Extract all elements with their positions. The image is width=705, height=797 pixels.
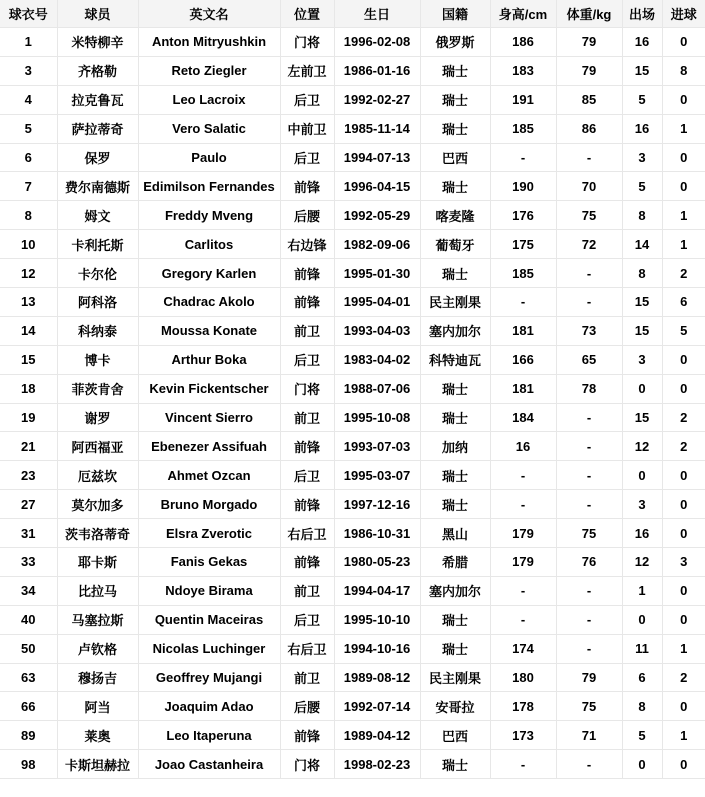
- cell-player-name-cn: 卡利托斯: [57, 230, 138, 259]
- cell-goals: 0: [662, 172, 705, 201]
- cell-weight: -: [556, 576, 622, 605]
- cell-birthday: 1993-07-03: [334, 432, 420, 461]
- cell-player-name-en: Bruno Morgado: [138, 490, 280, 519]
- cell-goals: 6: [662, 288, 705, 317]
- cell-position: 前卫: [280, 316, 334, 345]
- cell-height: -: [490, 605, 556, 634]
- cell-jersey-number: 34: [0, 576, 57, 605]
- cell-birthday: 1996-04-15: [334, 172, 420, 201]
- cell-player-name-en: Chadrac Akolo: [138, 288, 280, 317]
- cell-player-name-en: Reto Ziegler: [138, 56, 280, 85]
- cell-position: 中前卫: [280, 114, 334, 143]
- cell-nationality: 瑞士: [420, 259, 490, 288]
- cell-player-name-cn: 莱奥: [57, 721, 138, 750]
- table-row: [0, 172, 705, 201]
- cell-appearances: 3: [622, 345, 662, 374]
- cell-nationality: 瑞士: [420, 750, 490, 779]
- table-row: [0, 490, 705, 519]
- column-header-player-name-en: 英文名: [138, 0, 280, 28]
- cell-goals: 0: [662, 374, 705, 403]
- cell-weight: 70: [556, 172, 622, 201]
- cell-player-name-cn: 比拉马: [57, 576, 138, 605]
- cell-height: 190: [490, 172, 556, 201]
- cell-appearances: 0: [622, 605, 662, 634]
- cell-player-name-cn: 莫尔加多: [57, 490, 138, 519]
- cell-weight: 85: [556, 85, 622, 114]
- cell-nationality: 塞内加尔: [420, 576, 490, 605]
- cell-birthday: 1992-05-29: [334, 201, 420, 230]
- cell-jersey-number: 63: [0, 663, 57, 692]
- cell-player-name-en: Joao Castanheira: [138, 750, 280, 779]
- cell-player-name-cn: 茨韦洛蒂奇: [57, 519, 138, 548]
- cell-player-name-cn: 耶卡斯: [57, 548, 138, 577]
- cell-birthday: 1988-07-06: [334, 374, 420, 403]
- cell-appearances: 15: [622, 56, 662, 85]
- cell-nationality: 瑞士: [420, 56, 490, 85]
- table-row: [0, 576, 705, 605]
- cell-player-name-cn: 阿西福亚: [57, 432, 138, 461]
- cell-position: 右后卫: [280, 519, 334, 548]
- cell-player-name-cn: 科纳泰: [57, 316, 138, 345]
- cell-jersey-number: 3: [0, 56, 57, 85]
- table-row: [0, 605, 705, 634]
- cell-birthday: 1980-05-23: [334, 548, 420, 577]
- table-row: [0, 692, 705, 721]
- cell-player-name-cn: 阿科洛: [57, 288, 138, 317]
- cell-jersey-number: 13: [0, 288, 57, 317]
- table-row: [0, 201, 705, 230]
- cell-position: 前卫: [280, 403, 334, 432]
- cell-position: 右边锋: [280, 230, 334, 259]
- cell-weight: -: [556, 750, 622, 779]
- cell-birthday: 1992-02-27: [334, 85, 420, 114]
- cell-nationality: 瑞士: [420, 461, 490, 490]
- cell-player-name-cn: 卢钦格: [57, 634, 138, 663]
- column-header-position: 位置: [280, 0, 334, 28]
- cell-height: -: [490, 576, 556, 605]
- cell-player-name-cn: 博卡: [57, 345, 138, 374]
- cell-goals: 0: [662, 750, 705, 779]
- cell-height: 191: [490, 85, 556, 114]
- cell-height: 181: [490, 316, 556, 345]
- table-row: [0, 519, 705, 548]
- cell-weight: 75: [556, 201, 622, 230]
- cell-goals: 2: [662, 432, 705, 461]
- cell-birthday: 1995-03-07: [334, 461, 420, 490]
- cell-position: 前卫: [280, 663, 334, 692]
- cell-nationality: 瑞士: [420, 172, 490, 201]
- table-row: [0, 259, 705, 288]
- cell-player-name-cn: 卡斯坦赫拉: [57, 750, 138, 779]
- cell-nationality: 加纳: [420, 432, 490, 461]
- cell-weight: 75: [556, 692, 622, 721]
- cell-player-name-en: Joaquim Adao: [138, 692, 280, 721]
- cell-position: 后腰: [280, 201, 334, 230]
- table-row: [0, 143, 705, 172]
- cell-position: 后卫: [280, 143, 334, 172]
- cell-player-name-en: Ndoye Birama: [138, 576, 280, 605]
- cell-height: 181: [490, 374, 556, 403]
- cell-birthday: 1986-10-31: [334, 519, 420, 548]
- cell-player-name-en: Elsra Zverotic: [138, 519, 280, 548]
- cell-height: -: [490, 288, 556, 317]
- cell-position: 前锋: [280, 432, 334, 461]
- cell-weight: -: [556, 143, 622, 172]
- cell-appearances: 8: [622, 692, 662, 721]
- table-row: [0, 316, 705, 345]
- cell-goals: 0: [662, 28, 705, 57]
- cell-player-name-cn: 穆扬吉: [57, 663, 138, 692]
- cell-player-name-en: Fanis Gekas: [138, 548, 280, 577]
- table-row: [0, 28, 705, 57]
- cell-birthday: 1995-04-01: [334, 288, 420, 317]
- cell-nationality: 希腊: [420, 548, 490, 577]
- cell-appearances: 3: [622, 490, 662, 519]
- cell-player-name-en: Gregory Karlen: [138, 259, 280, 288]
- cell-appearances: 15: [622, 403, 662, 432]
- cell-goals: 1: [662, 230, 705, 259]
- cell-nationality: 俄罗斯: [420, 28, 490, 57]
- cell-appearances: 12: [622, 548, 662, 577]
- cell-birthday: 1994-07-13: [334, 143, 420, 172]
- cell-nationality: 瑞士: [420, 374, 490, 403]
- cell-nationality: 塞内加尔: [420, 316, 490, 345]
- cell-player-name-en: Leo Lacroix: [138, 85, 280, 114]
- cell-player-name-en: Ahmet Ozcan: [138, 461, 280, 490]
- table-row: [0, 721, 705, 750]
- cell-goals: 0: [662, 345, 705, 374]
- cell-nationality: 瑞士: [420, 403, 490, 432]
- cell-weight: -: [556, 403, 622, 432]
- cell-player-name-cn: 拉克鲁瓦: [57, 85, 138, 114]
- cell-nationality: 民主刚果: [420, 288, 490, 317]
- cell-goals: 8: [662, 56, 705, 85]
- cell-weight: -: [556, 605, 622, 634]
- cell-birthday: 1997-12-16: [334, 490, 420, 519]
- cell-player-name-en: Geoffrey Mujangi: [138, 663, 280, 692]
- cell-jersey-number: 27: [0, 490, 57, 519]
- cell-position: 后卫: [280, 605, 334, 634]
- cell-weight: -: [556, 288, 622, 317]
- cell-weight: -: [556, 461, 622, 490]
- cell-nationality: 民主刚果: [420, 663, 490, 692]
- cell-height: -: [490, 490, 556, 519]
- cell-nationality: 瑞士: [420, 490, 490, 519]
- cell-jersey-number: 50: [0, 634, 57, 663]
- cell-appearances: 0: [622, 374, 662, 403]
- cell-weight: 71: [556, 721, 622, 750]
- cell-height: 173: [490, 721, 556, 750]
- cell-birthday: 1985-11-14: [334, 114, 420, 143]
- cell-nationality: 瑞士: [420, 634, 490, 663]
- cell-nationality: 黑山: [420, 519, 490, 548]
- column-header-jersey-number: 球衣号: [0, 0, 57, 28]
- cell-height: 185: [490, 114, 556, 143]
- table-row: [0, 288, 705, 317]
- cell-jersey-number: 18: [0, 374, 57, 403]
- cell-height: 179: [490, 519, 556, 548]
- cell-player-name-cn: 齐格勒: [57, 56, 138, 85]
- cell-appearances: 5: [622, 721, 662, 750]
- cell-position: 后卫: [280, 461, 334, 490]
- cell-height: 180: [490, 663, 556, 692]
- cell-birthday: 1995-01-30: [334, 259, 420, 288]
- cell-height: 179: [490, 548, 556, 577]
- cell-jersey-number: 21: [0, 432, 57, 461]
- cell-jersey-number: 23: [0, 461, 57, 490]
- cell-position: 左前卫: [280, 56, 334, 85]
- cell-player-name-en: Vincent Sierro: [138, 403, 280, 432]
- table-row: [0, 345, 705, 374]
- cell-birthday: 1983-04-02: [334, 345, 420, 374]
- cell-player-name-cn: 阿当: [57, 692, 138, 721]
- cell-appearances: 8: [622, 259, 662, 288]
- cell-height: 16: [490, 432, 556, 461]
- cell-nationality: 巴西: [420, 143, 490, 172]
- column-header-nationality: 国籍: [420, 0, 490, 28]
- column-header-goals: 进球: [662, 0, 705, 28]
- cell-goals: 1: [662, 201, 705, 230]
- cell-birthday: 1986-01-16: [334, 56, 420, 85]
- cell-appearances: 0: [622, 750, 662, 779]
- column-header-height: 身高/cm: [490, 0, 556, 28]
- cell-birthday: 1995-10-10: [334, 605, 420, 634]
- cell-jersey-number: 7: [0, 172, 57, 201]
- cell-goals: 2: [662, 403, 705, 432]
- table-row: [0, 403, 705, 432]
- column-header-player-name-cn: 球员: [57, 0, 138, 28]
- cell-jersey-number: 8: [0, 201, 57, 230]
- cell-position: 前锋: [280, 490, 334, 519]
- cell-weight: 76: [556, 548, 622, 577]
- table-row: [0, 634, 705, 663]
- cell-position: 前卫: [280, 576, 334, 605]
- cell-appearances: 15: [622, 288, 662, 317]
- cell-appearances: 6: [622, 663, 662, 692]
- cell-jersey-number: 1: [0, 28, 57, 57]
- cell-height: -: [490, 461, 556, 490]
- cell-jersey-number: 4: [0, 85, 57, 114]
- cell-birthday: 1989-04-12: [334, 721, 420, 750]
- cell-height: 186: [490, 28, 556, 57]
- cell-weight: 86: [556, 114, 622, 143]
- cell-weight: 65: [556, 345, 622, 374]
- cell-nationality: 瑞士: [420, 605, 490, 634]
- cell-player-name-cn: 马塞拉斯: [57, 605, 138, 634]
- cell-birthday: 1996-02-08: [334, 28, 420, 57]
- cell-position: 前锋: [280, 548, 334, 577]
- cell-height: 185: [490, 259, 556, 288]
- cell-weight: 72: [556, 230, 622, 259]
- cell-birthday: 1994-10-16: [334, 634, 420, 663]
- cell-weight: 79: [556, 663, 622, 692]
- cell-goals: 5: [662, 316, 705, 345]
- cell-goals: 0: [662, 143, 705, 172]
- cell-position: 前锋: [280, 721, 334, 750]
- cell-jersey-number: 33: [0, 548, 57, 577]
- cell-player-name-en: Paulo: [138, 143, 280, 172]
- cell-player-name-en: Freddy Mveng: [138, 201, 280, 230]
- cell-player-name-en: Kevin Fickentscher: [138, 374, 280, 403]
- cell-player-name-cn: 费尔南德斯: [57, 172, 138, 201]
- cell-appearances: 8: [622, 201, 662, 230]
- cell-goals: 0: [662, 605, 705, 634]
- cell-weight: 79: [556, 56, 622, 85]
- cell-appearances: 1: [622, 576, 662, 605]
- table-row: [0, 374, 705, 403]
- cell-appearances: 5: [622, 172, 662, 201]
- cell-position: 前锋: [280, 288, 334, 317]
- cell-player-name-cn: 菲茨肯舍: [57, 374, 138, 403]
- cell-player-name-en: Arthur Boka: [138, 345, 280, 374]
- cell-position: 前锋: [280, 172, 334, 201]
- cell-player-name-en: Leo Itaperuna: [138, 721, 280, 750]
- cell-birthday: 1998-02-23: [334, 750, 420, 779]
- cell-position: 后腰: [280, 692, 334, 721]
- cell-goals: 2: [662, 259, 705, 288]
- cell-height: -: [490, 143, 556, 172]
- cell-height: 175: [490, 230, 556, 259]
- cell-player-name-en: Nicolas Luchinger: [138, 634, 280, 663]
- column-header-weight: 体重/kg: [556, 0, 622, 28]
- cell-jersey-number: 66: [0, 692, 57, 721]
- cell-player-name-en: Quentin Maceiras: [138, 605, 280, 634]
- cell-appearances: 16: [622, 519, 662, 548]
- cell-position: 前锋: [280, 259, 334, 288]
- cell-jersey-number: 10: [0, 230, 57, 259]
- cell-appearances: 5: [622, 85, 662, 114]
- cell-player-name-cn: 卡尔伦: [57, 259, 138, 288]
- table-row: [0, 461, 705, 490]
- cell-jersey-number: 31: [0, 519, 57, 548]
- cell-position: 门将: [280, 750, 334, 779]
- cell-position: 后卫: [280, 345, 334, 374]
- table-row: [0, 56, 705, 85]
- cell-goals: 2: [662, 663, 705, 692]
- cell-weight: 79: [556, 28, 622, 57]
- cell-jersey-number: 14: [0, 316, 57, 345]
- cell-height: 176: [490, 201, 556, 230]
- cell-weight: -: [556, 490, 622, 519]
- cell-weight: -: [556, 259, 622, 288]
- cell-player-name-cn: 厄兹坎: [57, 461, 138, 490]
- cell-player-name-en: Edimilson Fernandes: [138, 172, 280, 201]
- cell-height: 178: [490, 692, 556, 721]
- table-row: [0, 432, 705, 461]
- cell-jersey-number: 19: [0, 403, 57, 432]
- cell-appearances: 0: [622, 461, 662, 490]
- cell-goals: 0: [662, 461, 705, 490]
- cell-position: 右后卫: [280, 634, 334, 663]
- cell-position: 后卫: [280, 85, 334, 114]
- cell-height: 166: [490, 345, 556, 374]
- cell-player-name-en: Carlitos: [138, 230, 280, 259]
- cell-appearances: 15: [622, 316, 662, 345]
- cell-weight: 78: [556, 374, 622, 403]
- cell-goals: 3: [662, 548, 705, 577]
- player-table-body: [0, 28, 705, 779]
- cell-weight: 75: [556, 519, 622, 548]
- cell-nationality: 科特迪瓦: [420, 345, 490, 374]
- cell-player-name-cn: 米特柳辛: [57, 28, 138, 57]
- cell-appearances: 16: [622, 28, 662, 57]
- cell-player-name-cn: 谢罗: [57, 403, 138, 432]
- cell-player-name-cn: 姆文: [57, 201, 138, 230]
- cell-player-name-cn: 萨拉蒂奇: [57, 114, 138, 143]
- cell-goals: 0: [662, 692, 705, 721]
- cell-jersey-number: 98: [0, 750, 57, 779]
- cell-birthday: 1992-07-14: [334, 692, 420, 721]
- cell-appearances: 12: [622, 432, 662, 461]
- cell-height: 184: [490, 403, 556, 432]
- cell-goals: 1: [662, 721, 705, 750]
- cell-position: 门将: [280, 374, 334, 403]
- cell-goals: 0: [662, 576, 705, 605]
- cell-jersey-number: 40: [0, 605, 57, 634]
- cell-height: -: [490, 750, 556, 779]
- cell-birthday: 1989-08-12: [334, 663, 420, 692]
- table-row: [0, 114, 705, 143]
- cell-weight: -: [556, 432, 622, 461]
- cell-jersey-number: 89: [0, 721, 57, 750]
- cell-nationality: 瑞士: [420, 85, 490, 114]
- cell-player-name-en: Anton Mitryushkin: [138, 28, 280, 57]
- cell-weight: -: [556, 634, 622, 663]
- table-row: [0, 85, 705, 114]
- cell-jersey-number: 6: [0, 143, 57, 172]
- table-header-row: [0, 0, 705, 28]
- cell-goals: 0: [662, 490, 705, 519]
- cell-jersey-number: 15: [0, 345, 57, 374]
- cell-player-name-en: Moussa Konate: [138, 316, 280, 345]
- cell-goals: 1: [662, 634, 705, 663]
- cell-weight: 73: [556, 316, 622, 345]
- column-header-birthday: 生日: [334, 0, 420, 28]
- cell-jersey-number: 12: [0, 259, 57, 288]
- cell-appearances: 16: [622, 114, 662, 143]
- cell-height: 174: [490, 634, 556, 663]
- cell-jersey-number: 5: [0, 114, 57, 143]
- table-row: [0, 548, 705, 577]
- cell-nationality: 喀麦隆: [420, 201, 490, 230]
- cell-appearances: 11: [622, 634, 662, 663]
- table-row: [0, 663, 705, 692]
- cell-birthday: 1994-04-17: [334, 576, 420, 605]
- table-row: [0, 750, 705, 779]
- table-row: [0, 230, 705, 259]
- cell-nationality: 巴西: [420, 721, 490, 750]
- cell-goals: 1: [662, 114, 705, 143]
- cell-position: 门将: [280, 28, 334, 57]
- cell-goals: 0: [662, 85, 705, 114]
- cell-height: 183: [490, 56, 556, 85]
- column-header-appearances: 出场: [622, 0, 662, 28]
- cell-appearances: 3: [622, 143, 662, 172]
- cell-birthday: 1982-09-06: [334, 230, 420, 259]
- cell-nationality: 葡萄牙: [420, 230, 490, 259]
- cell-player-name-en: Ebenezer Assifuah: [138, 432, 280, 461]
- cell-nationality: 瑞士: [420, 114, 490, 143]
- cell-goals: 0: [662, 519, 705, 548]
- cell-appearances: 14: [622, 230, 662, 259]
- cell-nationality: 安哥拉: [420, 692, 490, 721]
- cell-birthday: 1993-04-03: [334, 316, 420, 345]
- cell-birthday: 1995-10-08: [334, 403, 420, 432]
- cell-player-name-cn: 保罗: [57, 143, 138, 172]
- cell-player-name-en: Vero Salatic: [138, 114, 280, 143]
